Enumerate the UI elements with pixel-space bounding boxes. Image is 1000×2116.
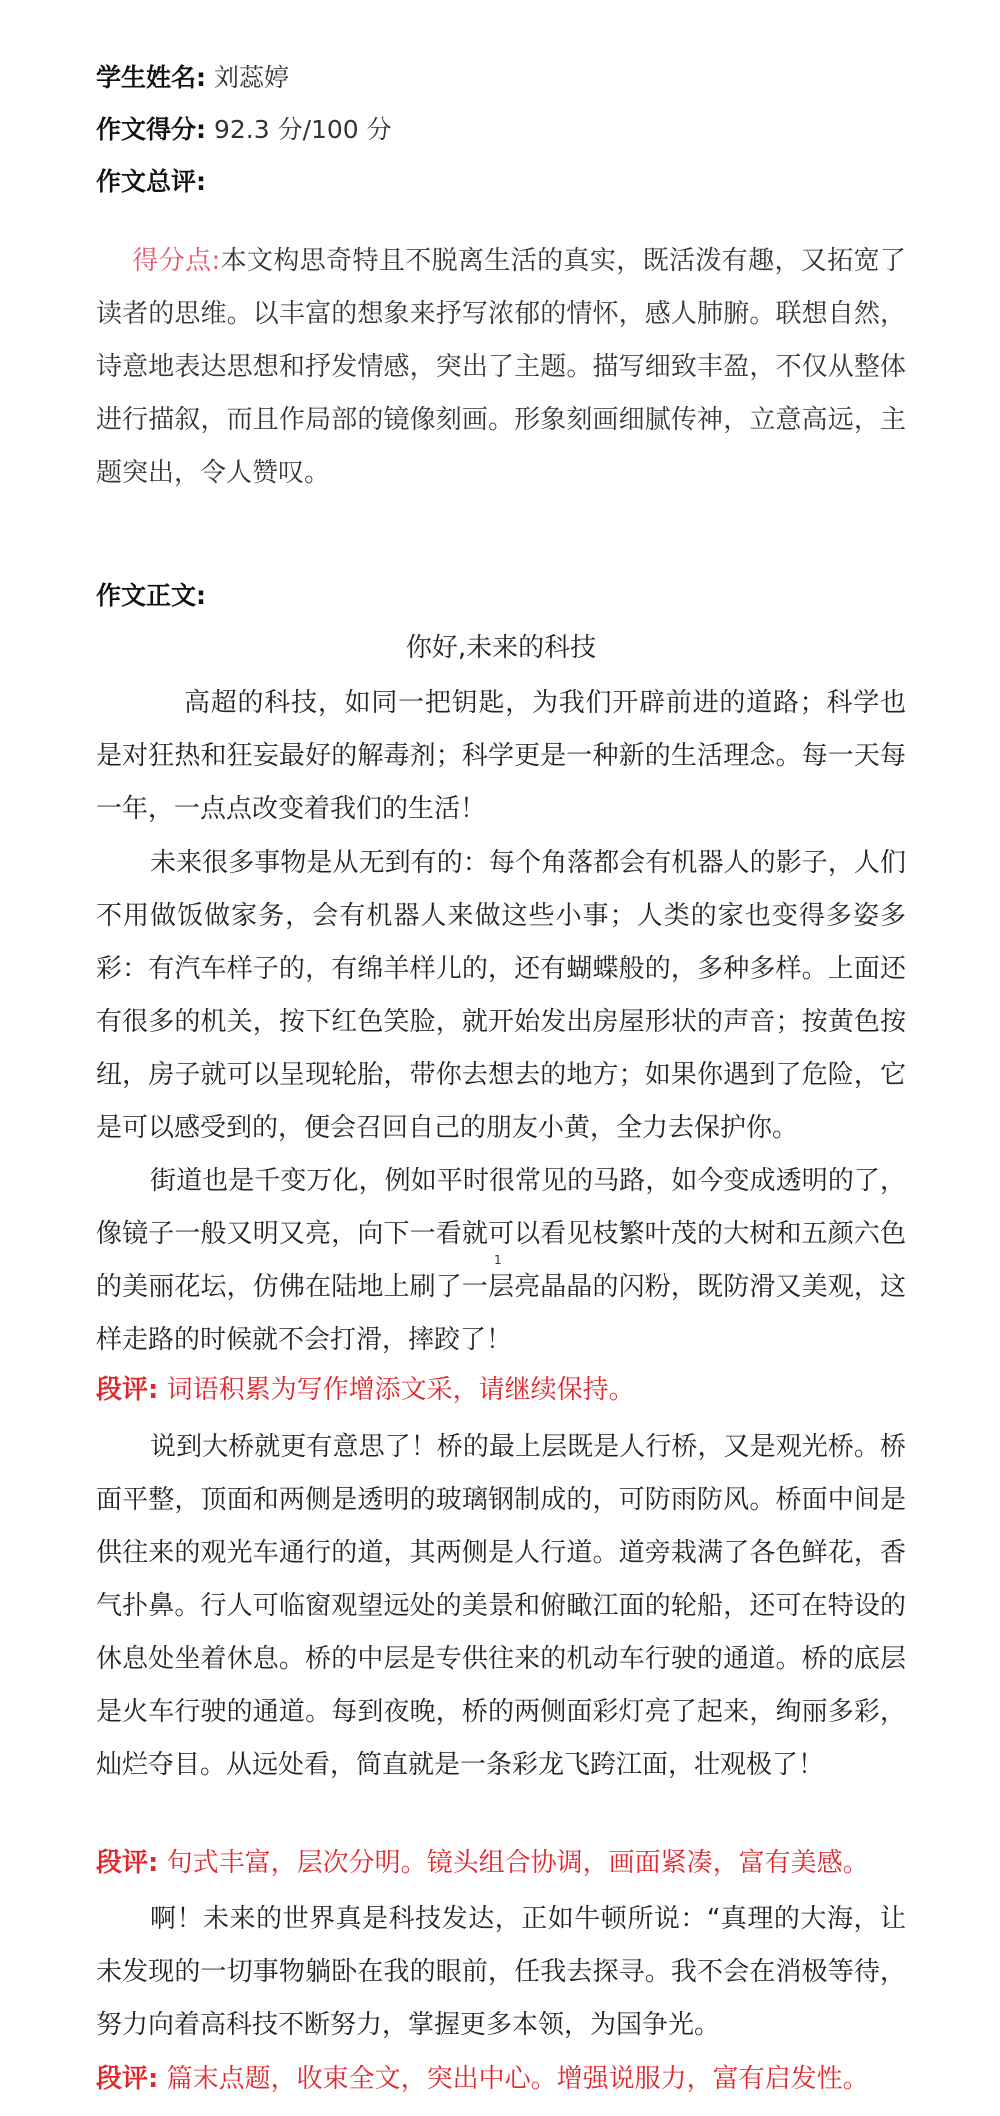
essay-paragraph-2: 未来很多事物是从无到有的：每个角落都会有机器人的影子，人们不用做饭做家务，会有机器人来做这些小事；人类的家也变得多姿多彩：有汽车样子的，有绵羊样儿的，还有蝴蝶般的，多种多样。上面还有很多的机关，按下红色笑脸，就开始发出房屋形状的声音；按黄色按纽，房子就可以呈现轮胎，带你去想去的地方；如果你遇到了危险，它是可以感受到的，便会召回自己的朋友小黄，全力去保护你。 — [96, 848, 906, 1143]
essay-title: 你好,未来的科技 — [405, 633, 597, 663]
paragraph-comment-1 — [96, 1370, 926, 1410]
review-score-point-label: 得分点: — [132, 246, 221, 276]
overall-review-paragraph — [96, 235, 906, 500]
paragraph-comment-text: 词语积累为写作增添文采，请继续保持。 — [166, 1375, 635, 1405]
overall-review-line — [96, 164, 206, 200]
page-number: 1 — [494, 1253, 502, 1267]
student-name-label: 学生姓名: — [96, 63, 206, 92]
review-text: 本文构思奇特且不脱离生活的真实，既活泼有趣，又拓宽了读者的思维。以丰富的想象来抒写浓郁的情怀，感人肺腑。联想自然，诗意地表达思想和抒发情感，突出了主题。描写细致丰盈，不仅从整体进行描叙，而且作局部的镜像刻画。形象刻画细腻传神，立意高远，主题突出，令人赞叹。 — [96, 246, 906, 488]
essay-paragraph-1: 高超的科技，如同一把钥匙，为我们开辟前进的道路；科学也是对狂热和狂妄最好的解毒剂；科学更是一种新的生活理念。每一天每一年，一点点改变着我们的生活！ — [96, 688, 906, 824]
student-name-value: 刘蕊婷 — [213, 63, 289, 92]
paragraph-comment-label: 段评: — [96, 2064, 159, 2094]
paragraph-comment-3 — [96, 2059, 926, 2099]
paragraph-comment-label: 段评: — [96, 1375, 159, 1405]
essay-paragraph-5: 啊！未来的世界真是科技发达，正如牛顿所说：“真理的大海，让未发现的一切事物躺卧在我的眼前，任我去探寻。我不会在消极等待，努力向着高科技不断努力，掌握更多本领，为国争光。 — [96, 1904, 906, 2040]
overall-review-label: 作文总评: — [96, 167, 206, 196]
paragraph-comment-text: 篇末点题，收束全文，突出中心。增强说服力，富有启发性。 — [166, 2064, 869, 2094]
score-line — [96, 112, 392, 148]
paragraph-comment-2 — [96, 1843, 926, 1883]
paragraph-comment-text: 句式丰富，层次分明。镜头组合协调，画面紧凑，富有美感。 — [166, 1848, 869, 1878]
student-name-line — [96, 60, 289, 96]
score-value: 92.3 分/100 分 — [213, 115, 392, 144]
score-label: 作文得分: — [96, 115, 206, 144]
essay-section-label: 作文正文: — [96, 581, 206, 610]
essay-paragraph-3: 街道也是千变万化，例如平时很常见的马路，如今变成透明的了，像镜子一般又明又亮，向下一看就可以看见枝繁叶茂的大树和五颜六色的美丽花坛，仿佛在陆地上刷了一层亮晶晶的闪粉，既防滑又美观，这样走路的时候就不会打滑，摔跤了！ — [96, 1166, 906, 1355]
essay-paragraph-4: 说到大桥就更有意思了！桥的最上层既是人行桥，又是观光桥。桥面平整，顶面和两侧是透明的玻璃钢制成的，可防雨防风。桥面中间是供往来的观光车通行的道，其两侧是人行道。道旁栽满了各色鲜花，香气扑鼻。行人可临窗观望远处的美景和俯瞰江面的轮船，还可在特设的休息处坐着休息。桥的中层是专供往来的机动车行驶的通道。桥的底层是火车行驶的通道。每到夜晚，桥的两侧面彩灯亮了起来，绚丽多彩，灿烂夺目。从远处看，简直就是一条彩龙飞跨江面，壮观极了！ — [96, 1432, 906, 1780]
paragraph-comment-label: 段评: — [96, 1848, 159, 1878]
